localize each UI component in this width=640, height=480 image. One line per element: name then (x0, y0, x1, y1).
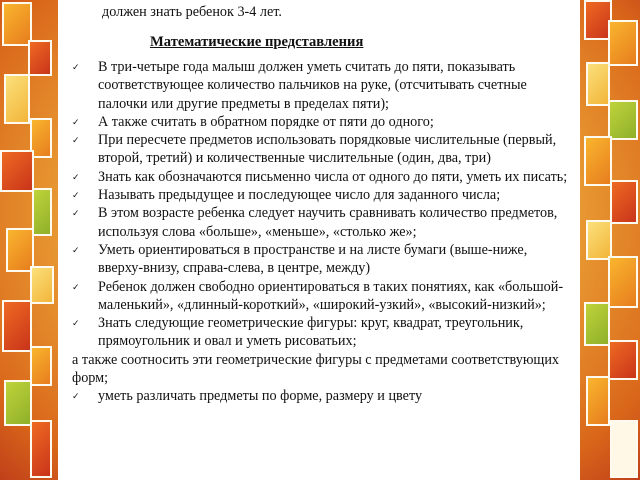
frame-tile (584, 136, 612, 186)
list-item: а также соотносить эти геометрические фигуры с предметами соответствующих форм; (72, 351, 560, 387)
frame-tile (30, 420, 52, 478)
list-item: ✓ А также считать в обратном порядке от пяти до одного; (72, 113, 572, 131)
requirements-list (72, 58, 572, 406)
frame-tile (4, 380, 32, 426)
frame-tile (32, 188, 52, 236)
frame-tile (4, 74, 30, 124)
intro-line: должен знать ребенок 3-4 лет. (102, 4, 282, 20)
frame-tile (30, 266, 54, 304)
list-item: ✓ В три-четыре года малыш должен уметь считать до пяти, показывать соответствующее количество пальчиков на руке, (отсчитывать счетные палочки или другие предметы в пределах пяти); (72, 58, 572, 113)
frame-tile (608, 20, 638, 66)
frame-tile (608, 340, 638, 380)
frame-tile (610, 420, 638, 478)
section-heading: Математические представления (150, 34, 364, 50)
frame-tile (610, 180, 638, 224)
frame-tile (584, 302, 610, 346)
list-item: ✓ Называть предыдущее и последующее число для заданного числа; (72, 186, 572, 204)
frame-tile (28, 40, 52, 76)
frame-tile (608, 100, 638, 140)
list-item: ✓ уметь различать предметы по форме, размеру и цвету (72, 387, 572, 405)
frame-tile (2, 300, 32, 352)
list-item: ✓ Ребенок должен свободно ориентироваться в таких понятиях, как «большой-маленький», «длинный-короткий», «широкий-узкий», «высокий-низкий»; (72, 278, 572, 315)
list-item: ✓ При пересчете предметов использовать порядковые числительные (первый, второй, третий) и количественные числительные (один, два, три) (72, 131, 572, 168)
list-item: ✓ Знать как обозначаются письменно числа от одного до пяти, уметь их писать; (72, 168, 572, 186)
frame-tile (608, 256, 638, 308)
frame-tile (586, 376, 610, 426)
list-item: ✓ В этом возрасте ребенка следует научить сравнивать количество предметов, используя слова «больше», «меньше», «столько же»; (72, 204, 572, 241)
frame-tile (0, 150, 34, 192)
list-item: ✓ Уметь ориентироваться в пространстве и на листе бумаги (выше-ниже, вверху-внизу, справа-слева, в центре, между) (72, 241, 572, 278)
frame-tile (586, 62, 610, 106)
list-item: ✓ Знать следующие геометрические фигуры: круг, квадрат, треугольник, прямоугольник и овал и уметь рисоватьих; (72, 314, 572, 351)
frame-tile (586, 220, 612, 260)
frame-tile (30, 346, 52, 386)
